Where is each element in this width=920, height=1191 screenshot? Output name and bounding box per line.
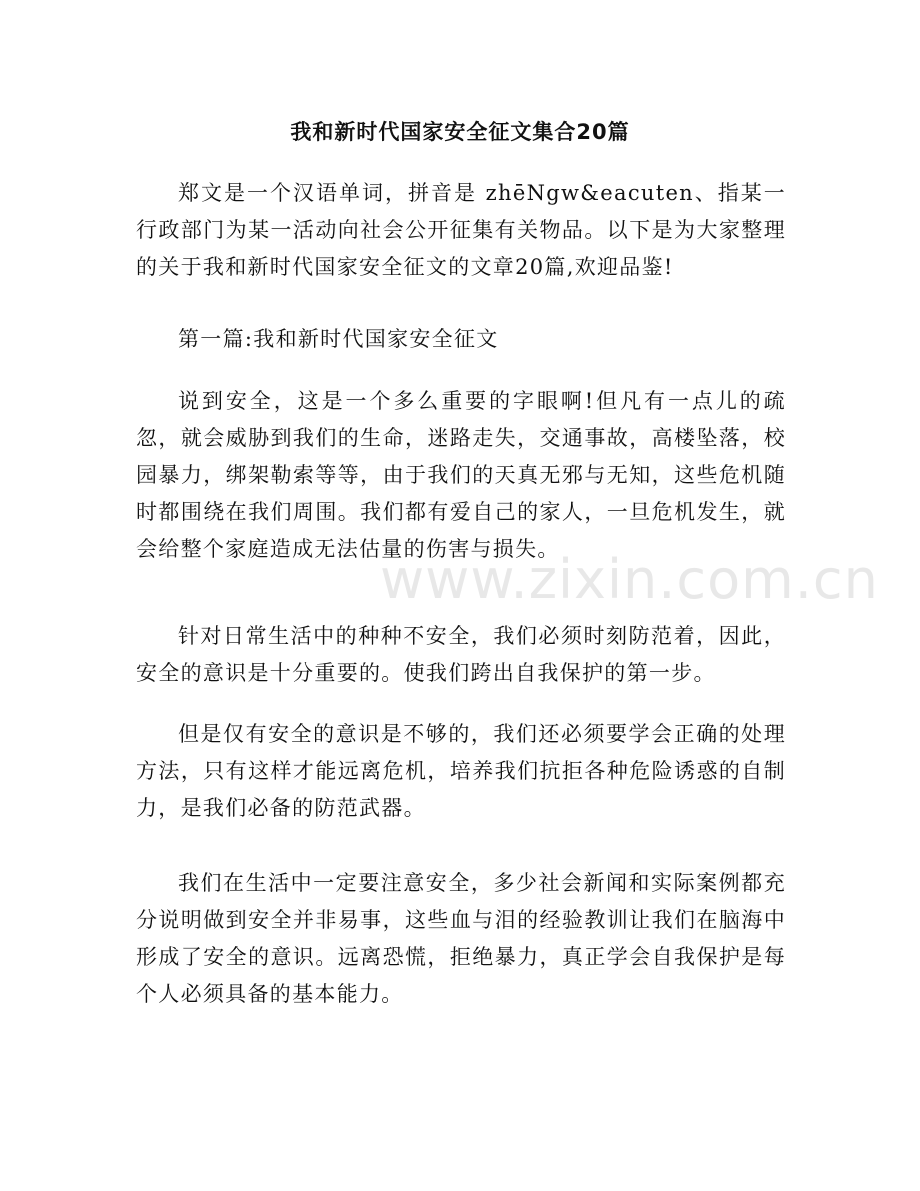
watermark: www.zixin.com.cn: [380, 548, 879, 611]
paragraph-2: 针对日常生活中的种种不安全，我们必须时刻防范着，因此，安全的意识是十分重要的。使我们跨出自我保护的第一步。: [136, 624, 786, 685]
paragraph-4: 我们在生活中一定要注意安全，多少社会新闻和实际案例都充分说明做到安全并非易事，这些血与泪的经验教训让我们在脑海中形成了安全的意识。远离恐慌，拒绝暴力，真正学会自我保护是每个人必须具备的基本能力。: [136, 871, 786, 1006]
document-title: 我和新时代国家安全征文集合20篇: [290, 120, 630, 144]
intro-paragraph: 郑文是一个汉语单词，拼音是 zhēNgw&eacuten、指某一行政部门为某一活动向社会公开征集有关物品。以下是为大家整理的关于我和新时代国家安全征文的文章20篇,欢迎品鉴!: [136, 181, 786, 279]
paragraph-1: 说到安全，这是一个多么重要的字眼啊!但凡有一点儿的疏忽，就会威胁到我们的生命，迷路走失，交通事故，高楼坠落，校园暴力，绑架勒索等等，由于我们的天真无邪与无知，这些危机随时都围绕在我们周围。我们都有爱自己的家人，一旦危机发生，就会给整个家庭造成无法估量的伤害与损失。: [136, 389, 786, 561]
section-heading: 第一篇:我和新时代国家安全征文: [178, 327, 499, 351]
paragraph-3: 但是仅有安全的意识是不够的，我们还必须要学会正确的处理方法，只有这样才能远离危机，培养我们抗拒各种危险诱惑的自制力，是我们必备的防范武器。: [136, 722, 786, 820]
